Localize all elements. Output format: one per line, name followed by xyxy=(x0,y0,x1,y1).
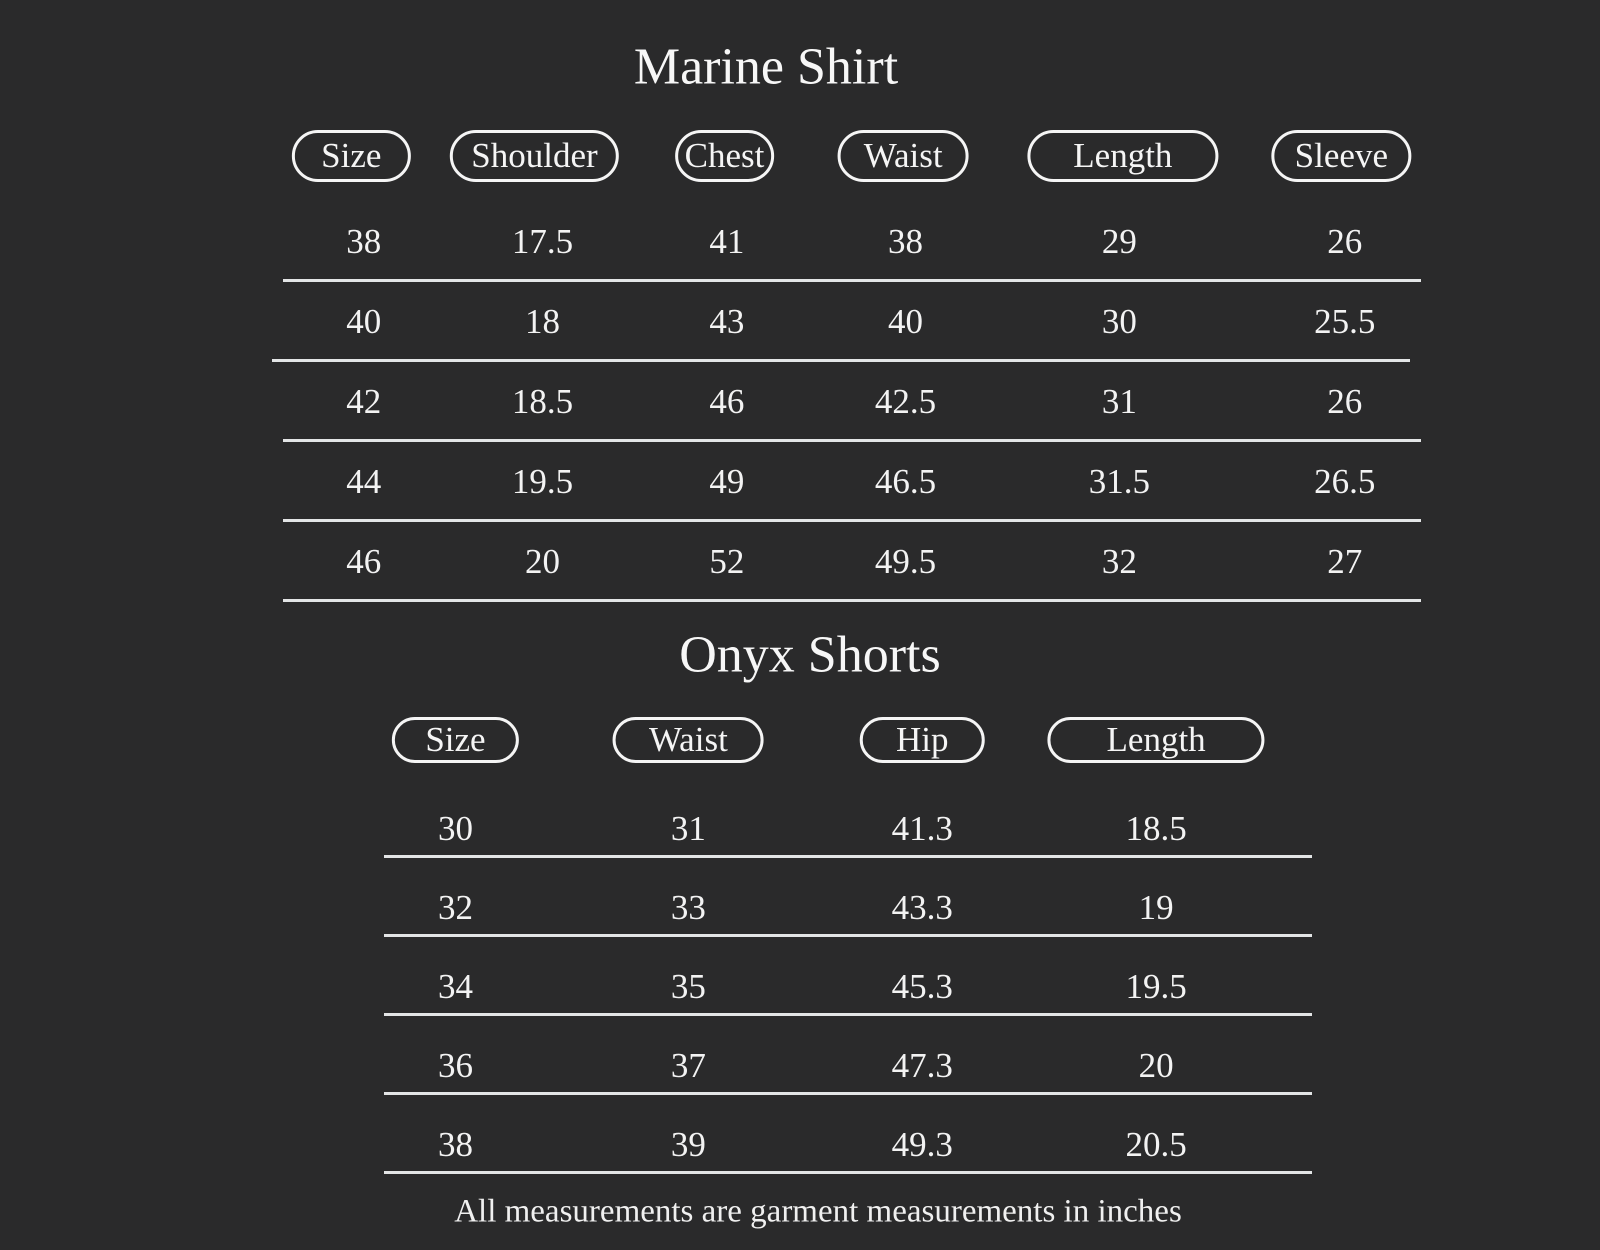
table-cell: 43.3 xyxy=(891,888,953,928)
header-label: Size xyxy=(321,136,382,175)
table-cell: 46 xyxy=(346,542,382,582)
table-row xyxy=(384,935,1312,1014)
onyx-header-pill-hip xyxy=(860,717,985,763)
table-cell: 39 xyxy=(670,1125,706,1165)
table-row xyxy=(283,280,1421,360)
table-row xyxy=(283,440,1421,520)
table-cell: 41.3 xyxy=(891,809,953,849)
onyx-header-pill-length xyxy=(1048,717,1265,763)
header-label: Waist xyxy=(648,720,728,759)
marine-header-pill-waist xyxy=(838,130,969,182)
table-cell: 17.5 xyxy=(511,222,574,262)
table-cell: 38 xyxy=(437,1125,473,1165)
table-cell: 46 xyxy=(709,382,745,422)
marine-header-pill-length xyxy=(1027,130,1218,182)
table-row xyxy=(283,200,1421,280)
table-row xyxy=(283,360,1421,440)
table-cell: 18.5 xyxy=(1125,809,1187,849)
onyx-header-row xyxy=(384,717,1312,763)
table-cell: 31 xyxy=(670,809,706,849)
onyx-size-table xyxy=(384,777,1312,1172)
table-row xyxy=(283,520,1421,600)
table-cell: 19 xyxy=(1138,888,1174,928)
table-row xyxy=(384,1014,1312,1093)
table-cell: 49 xyxy=(709,462,745,502)
table-cell: 38 xyxy=(346,222,382,262)
table-cell: 41 xyxy=(709,222,745,262)
table-cell: 34 xyxy=(437,967,473,1007)
table-cell: 25.5 xyxy=(1314,302,1376,342)
table-cell: 44 xyxy=(346,462,382,502)
table-cell: 52 xyxy=(709,542,745,582)
table-cell: 46.5 xyxy=(874,462,937,502)
table-row xyxy=(384,777,1312,856)
table-cell: 30 xyxy=(1101,302,1137,342)
table-cell: 32 xyxy=(1101,542,1137,582)
table-cell: 26 xyxy=(1327,222,1363,262)
marine-size-table xyxy=(283,200,1421,600)
header-label: Size xyxy=(425,720,486,759)
header-label: Hip xyxy=(895,720,949,759)
table-cell: 40 xyxy=(887,302,923,342)
table-cell: 26.5 xyxy=(1314,462,1376,502)
table-cell: 49.3 xyxy=(891,1125,953,1165)
table-cell: 18 xyxy=(524,302,560,342)
table-row xyxy=(384,856,1312,935)
table-cell: 33 xyxy=(670,888,706,928)
marine-header-pill-shoulder xyxy=(450,130,618,182)
table-cell: 26 xyxy=(1327,382,1363,422)
table-cell: 43 xyxy=(709,302,745,342)
table-cell: 42 xyxy=(346,382,382,422)
onyx-shorts-title: Onyx Shorts xyxy=(679,626,941,684)
onyx-header-pill-size xyxy=(392,717,518,763)
table-cell: 45.3 xyxy=(891,967,953,1007)
table-cell: 20.5 xyxy=(1125,1125,1187,1165)
header-label: Waist xyxy=(863,136,943,175)
header-label: Shoulder xyxy=(471,136,598,175)
table-cell: 30 xyxy=(437,809,473,849)
table-cell: 47.3 xyxy=(891,1046,953,1086)
header-label: Length xyxy=(1106,720,1206,759)
header-label: Sleeve xyxy=(1294,136,1388,175)
table-cell: 36 xyxy=(437,1046,473,1086)
table-cell: 49.5 xyxy=(874,542,937,582)
table-cell: 32 xyxy=(437,888,473,928)
table-cell: 31.5 xyxy=(1088,462,1151,502)
table-cell: 27 xyxy=(1327,542,1363,582)
marine-shirt-title: Marine Shirt xyxy=(633,38,899,96)
table-cell: 19.5 xyxy=(511,462,574,502)
table-cell: 38 xyxy=(887,222,923,262)
measurement-note: All measurements are garment measurements in inches xyxy=(454,1193,1182,1230)
table-cell: 42.5 xyxy=(874,382,937,422)
table-cell: 35 xyxy=(670,967,706,1007)
table-cell: 19.5 xyxy=(1125,967,1187,1007)
header-label: Chest xyxy=(684,136,765,175)
table-cell: 37 xyxy=(670,1046,706,1086)
table-cell: 20 xyxy=(524,542,560,582)
marine-header-pill-sleeve xyxy=(1272,130,1411,182)
table-cell: 31 xyxy=(1101,382,1137,422)
table-cell: 29 xyxy=(1101,222,1137,262)
table-row xyxy=(384,1093,1312,1172)
header-label: Length xyxy=(1073,136,1173,175)
marine-header-row xyxy=(283,130,1421,182)
marine-header-pill-size xyxy=(292,130,410,182)
onyx-header-pill-waist xyxy=(613,717,764,763)
table-cell: 20 xyxy=(1138,1046,1174,1086)
table-cell: 18.5 xyxy=(511,382,574,422)
marine-header-pill-chest xyxy=(675,130,775,182)
table-cell: 40 xyxy=(346,302,382,342)
